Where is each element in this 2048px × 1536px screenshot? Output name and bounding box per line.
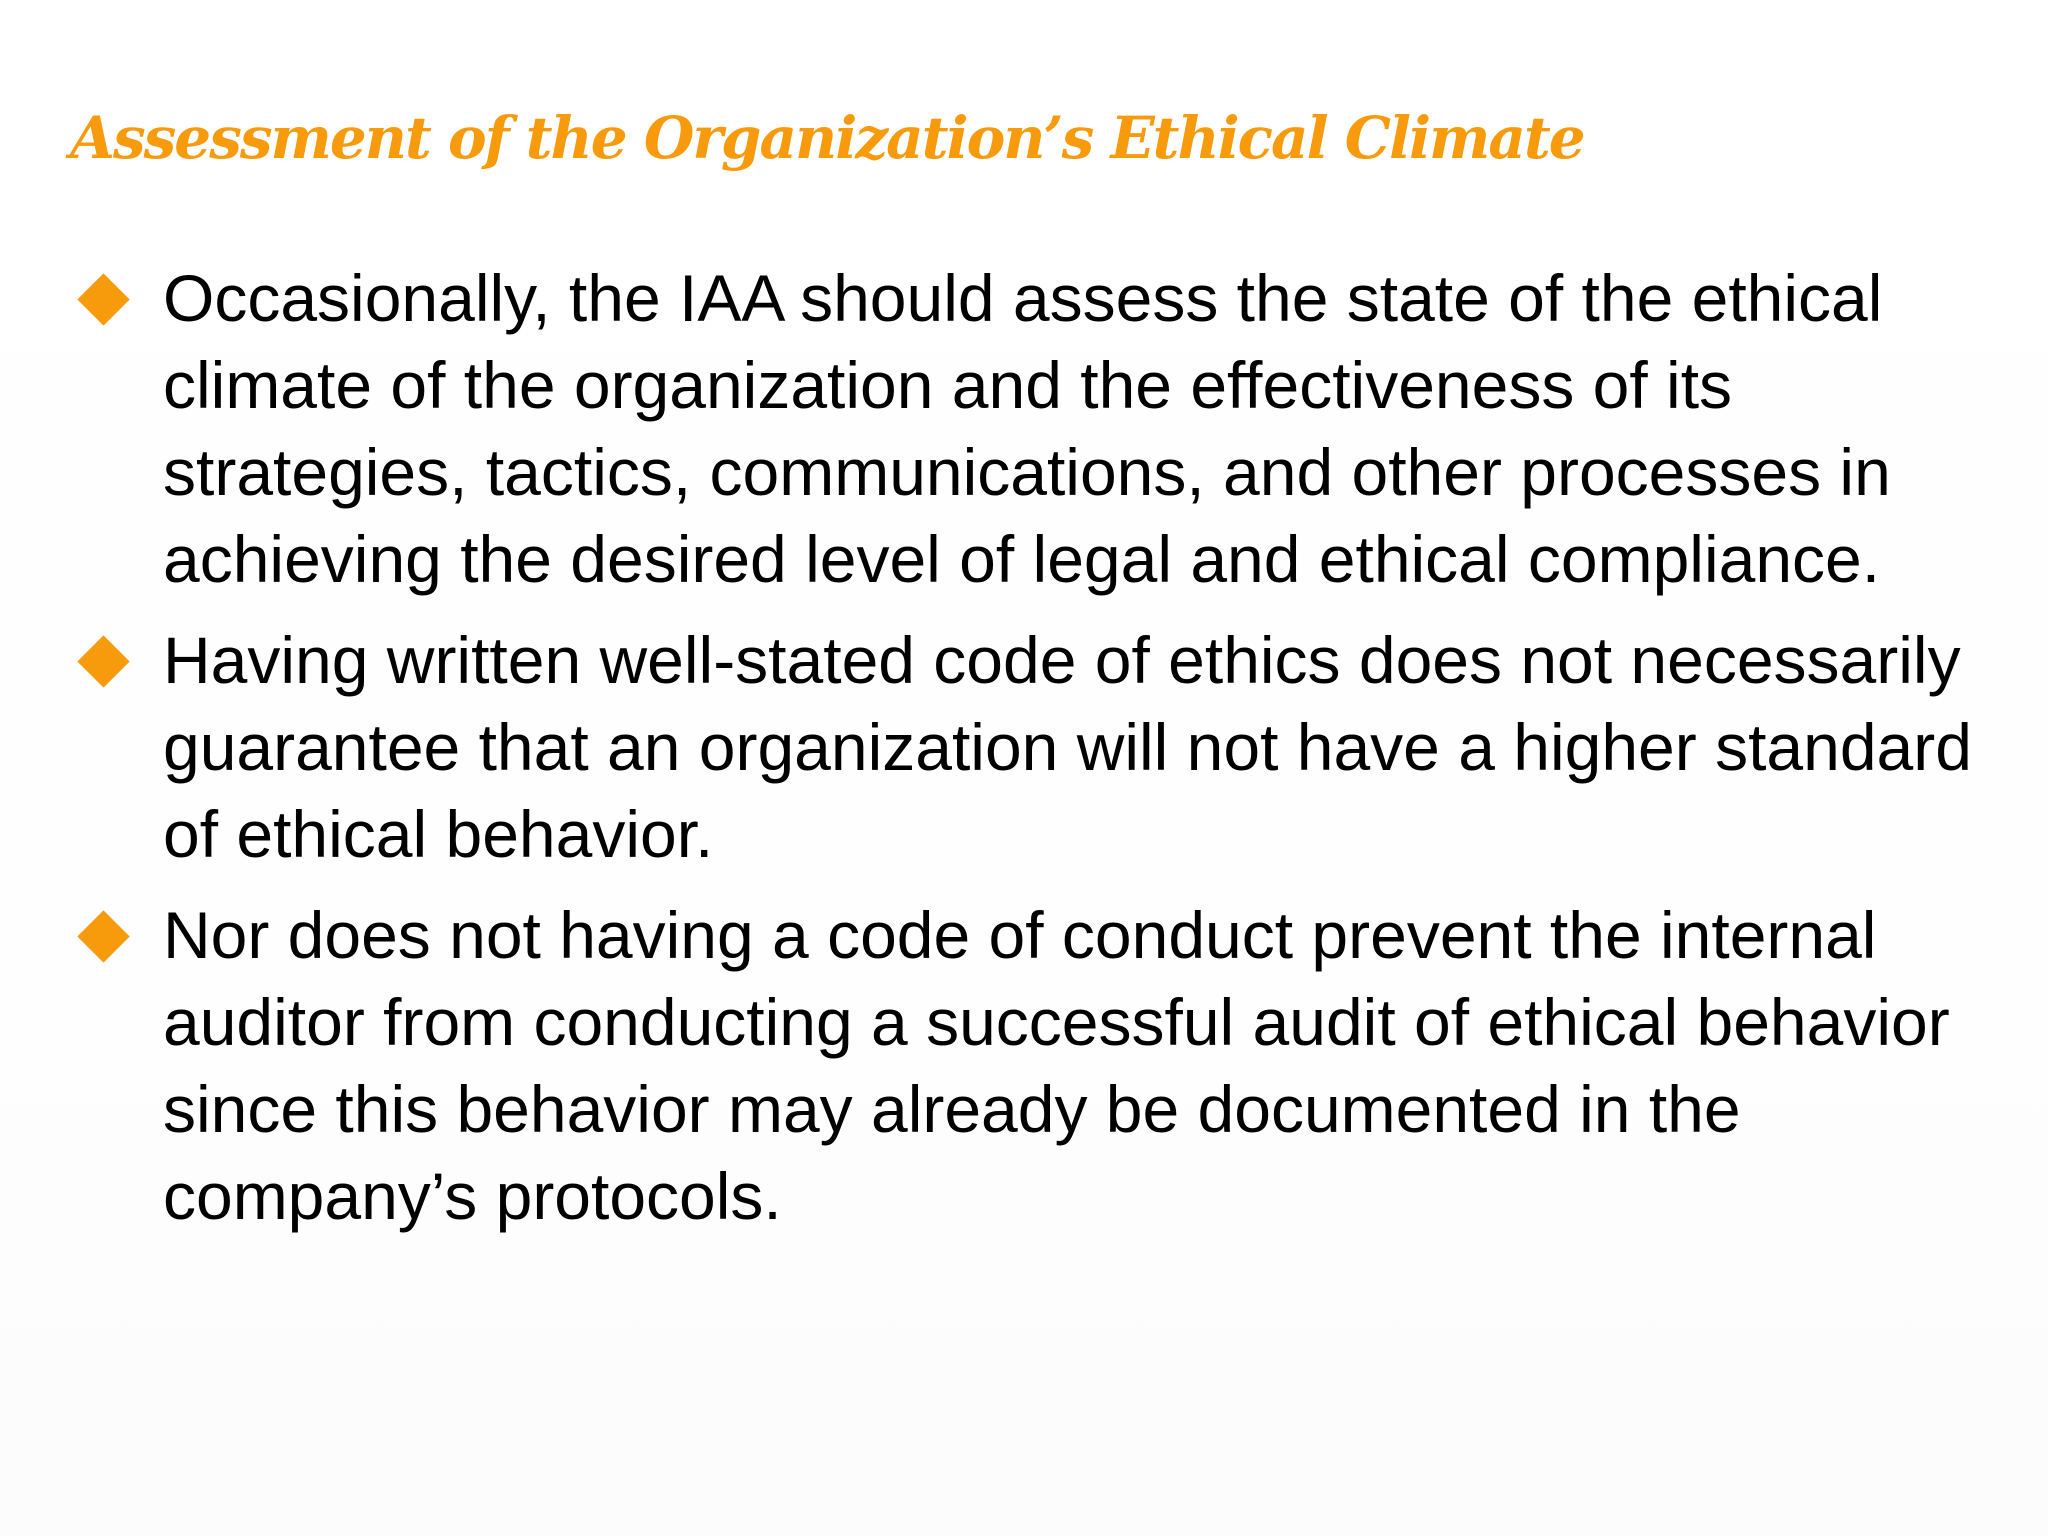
bullet-text-2: Having written well-stated code of ethics does not necessarily guarantee that an organization will not have a higher standard of ethical behavior. (163, 623, 1972, 871)
bullet-list (75, 255, 2010, 1254)
diamond-bullet-icon (77, 910, 129, 962)
bullet-item-3 (75, 892, 2010, 1240)
diamond-bullet-icon (77, 273, 129, 325)
bullet-item-2 (75, 617, 2010, 878)
bullet-item-1 (75, 255, 2010, 603)
slide-title: Assessment of the Organization’s Ethical Climate (70, 104, 1584, 172)
bullet-text-1: Occasionally, the IAA should assess the state of the ethical climate of the organization and the effectiveness of its strategies, tactics, communications, and other processes in achieving the desired level of legal and ethical compliance. (163, 261, 1891, 596)
diamond-bullet-icon (77, 635, 129, 687)
bullet-text-3: Nor does not having a code of conduct prevent the internal auditor from conducting a successful audit of ethical behavior since this behavior may already be documented in the company’s protocols. (163, 898, 1950, 1233)
